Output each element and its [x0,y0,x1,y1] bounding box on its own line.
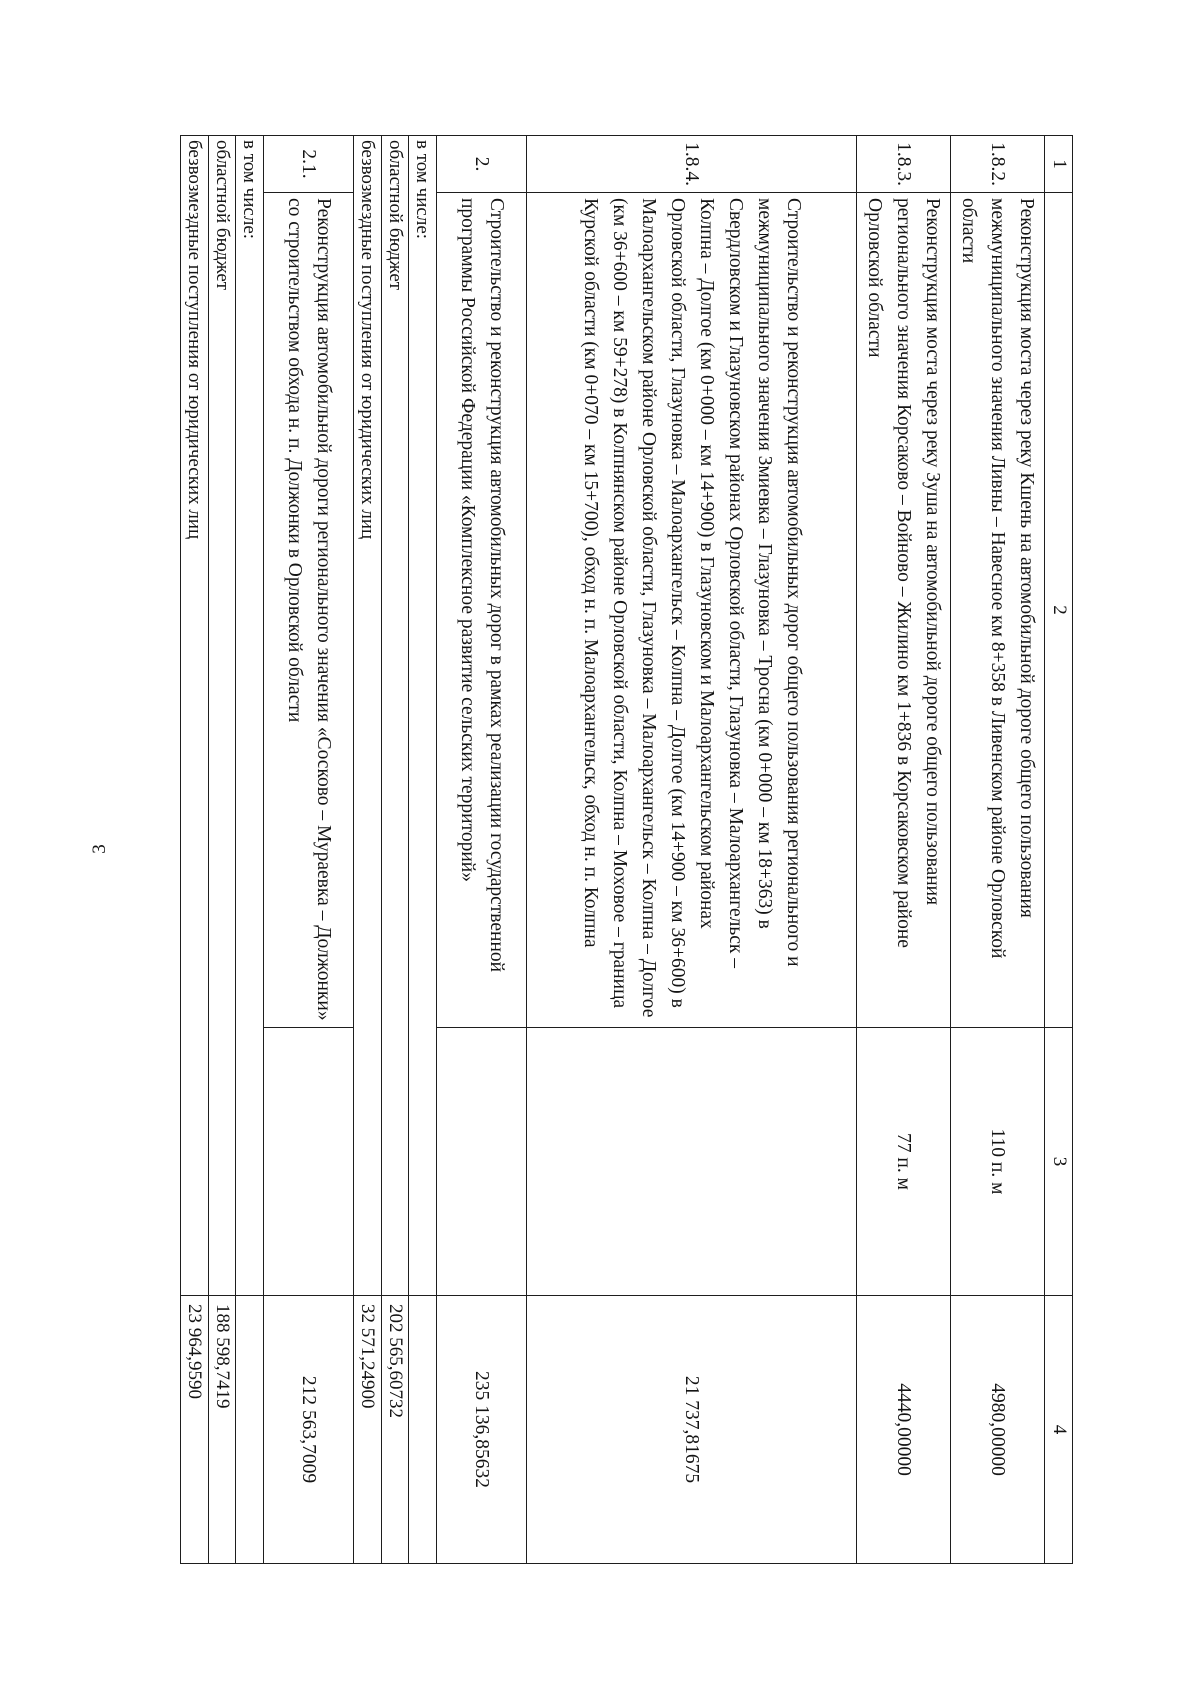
subtotal-intro: в том числе: [409,136,437,1296]
regional-budget-label: областной бюджет [208,136,236,1296]
header-cell-4: 4 [1045,1296,1073,1564]
grants-row [354,136,382,1564]
grants-amount: 23 964,9590 [181,1296,209,1564]
subtotal-intro-row [236,136,264,1564]
row-number: 2.1. [264,136,354,193]
rotated-page [180,135,1073,1563]
header-cell-3: 3 [1045,1028,1073,1296]
row-description: Строительство и реконструкция автомобильных дорог общего пользования регионального и межмуниципального значения Змиевка – Глазуновка – Тросна (км 0+000 – км 18+363) в Свердловском и Глазуновском районах Орловской области, Глазуновка – Малоархангельск – Колпна – Долгое (км 0+000 – км 14+900) в Глазуновском и Малоархангельском районах Орловской области, Глазуновка – Малоархангельск – Колпна – Долгое (км 14+900 – км 36+600) в Малоархангельском районе Орловской области, Глазуновка – Малоархангельск – Колпна – Долгое (км 36+600 – км 59+278) в Колпнянском районе Орловской области, Колпна – Моховое – граница Курской области (км 0+070 – км 15+700), обход н. п. Малоархангельск, обход н. п. Колпна [527,193,857,1028]
table-row [527,136,857,1564]
table-row [437,136,527,1564]
page-number: 3 [89,844,110,854]
row-amount: 235 136,85632 [437,1296,527,1564]
header-cell-1: 1 [1045,136,1073,193]
row-description: Реконструкция моста через реку Зуша на автомобильной дороге общего пользования регионального значения Корсаково – Войново – Жилино км 1+836 в Корсаковском районе Орловской области [856,193,950,1028]
regional-budget-amount: 202 565,60732 [381,1296,409,1564]
program-table [180,135,1073,1564]
row-amount: 4980,00000 [951,1296,1045,1564]
row-amount: 212 563,7009 [264,1296,354,1564]
row-quantity: 110 п. м [951,1028,1045,1296]
subtotal-intro: в том числе: [236,136,264,1296]
row-amount: 4440,00000 [856,1296,950,1564]
grants-label: безвозмездные поступления от юридических лиц [354,136,382,1296]
regional-budget-amount: 188 598,7419 [208,1296,236,1564]
row-number: 2. [437,136,527,193]
row-quantity [437,1028,527,1296]
regional-budget-label: областной бюджет [381,136,409,1296]
header-cell-2: 2 [1045,193,1073,1028]
subtotal-intro-amount [409,1296,437,1564]
subtotal-intro-amount [236,1296,264,1564]
row-description: Реконструкция моста через реку Кшень на автомобильной дороге общего пользования межмуниципального значения Ливны – Навесное км 8+358 в Ливенском районе Орловской области [951,193,1045,1028]
table-row [264,136,354,1564]
row-quantity [264,1028,354,1296]
row-description: Строительство и реконструкция автомобильных дорог в рамках реализации государственной программы Российской Федерации «Комплексное развитие сельских территорий» [437,193,527,1028]
row-amount: 21 737,81675 [527,1296,857,1564]
row-quantity [527,1028,857,1296]
row-quantity: 77 п. м [856,1028,950,1296]
table-row [951,136,1045,1564]
table-header-row [1045,136,1073,1564]
row-number: 1.8.2. [951,136,1045,193]
grants-amount: 32 571,24900 [354,1296,382,1564]
regional-budget-row [208,136,236,1564]
grants-label: безвозмездные поступления от юридических лиц [181,136,209,1296]
grants-row [181,136,209,1564]
row-number: 1.8.3. [856,136,950,193]
subtotal-intro-row [409,136,437,1564]
table-row [856,136,950,1564]
regional-budget-row [381,136,409,1564]
row-description: Реконструкция автомобильной дороги регионального значения «Сосково – Мураевка – Должонки» со строительством обхода н. п. Должонки в Орловской области [264,193,354,1028]
row-number: 1.8.4. [527,136,857,193]
